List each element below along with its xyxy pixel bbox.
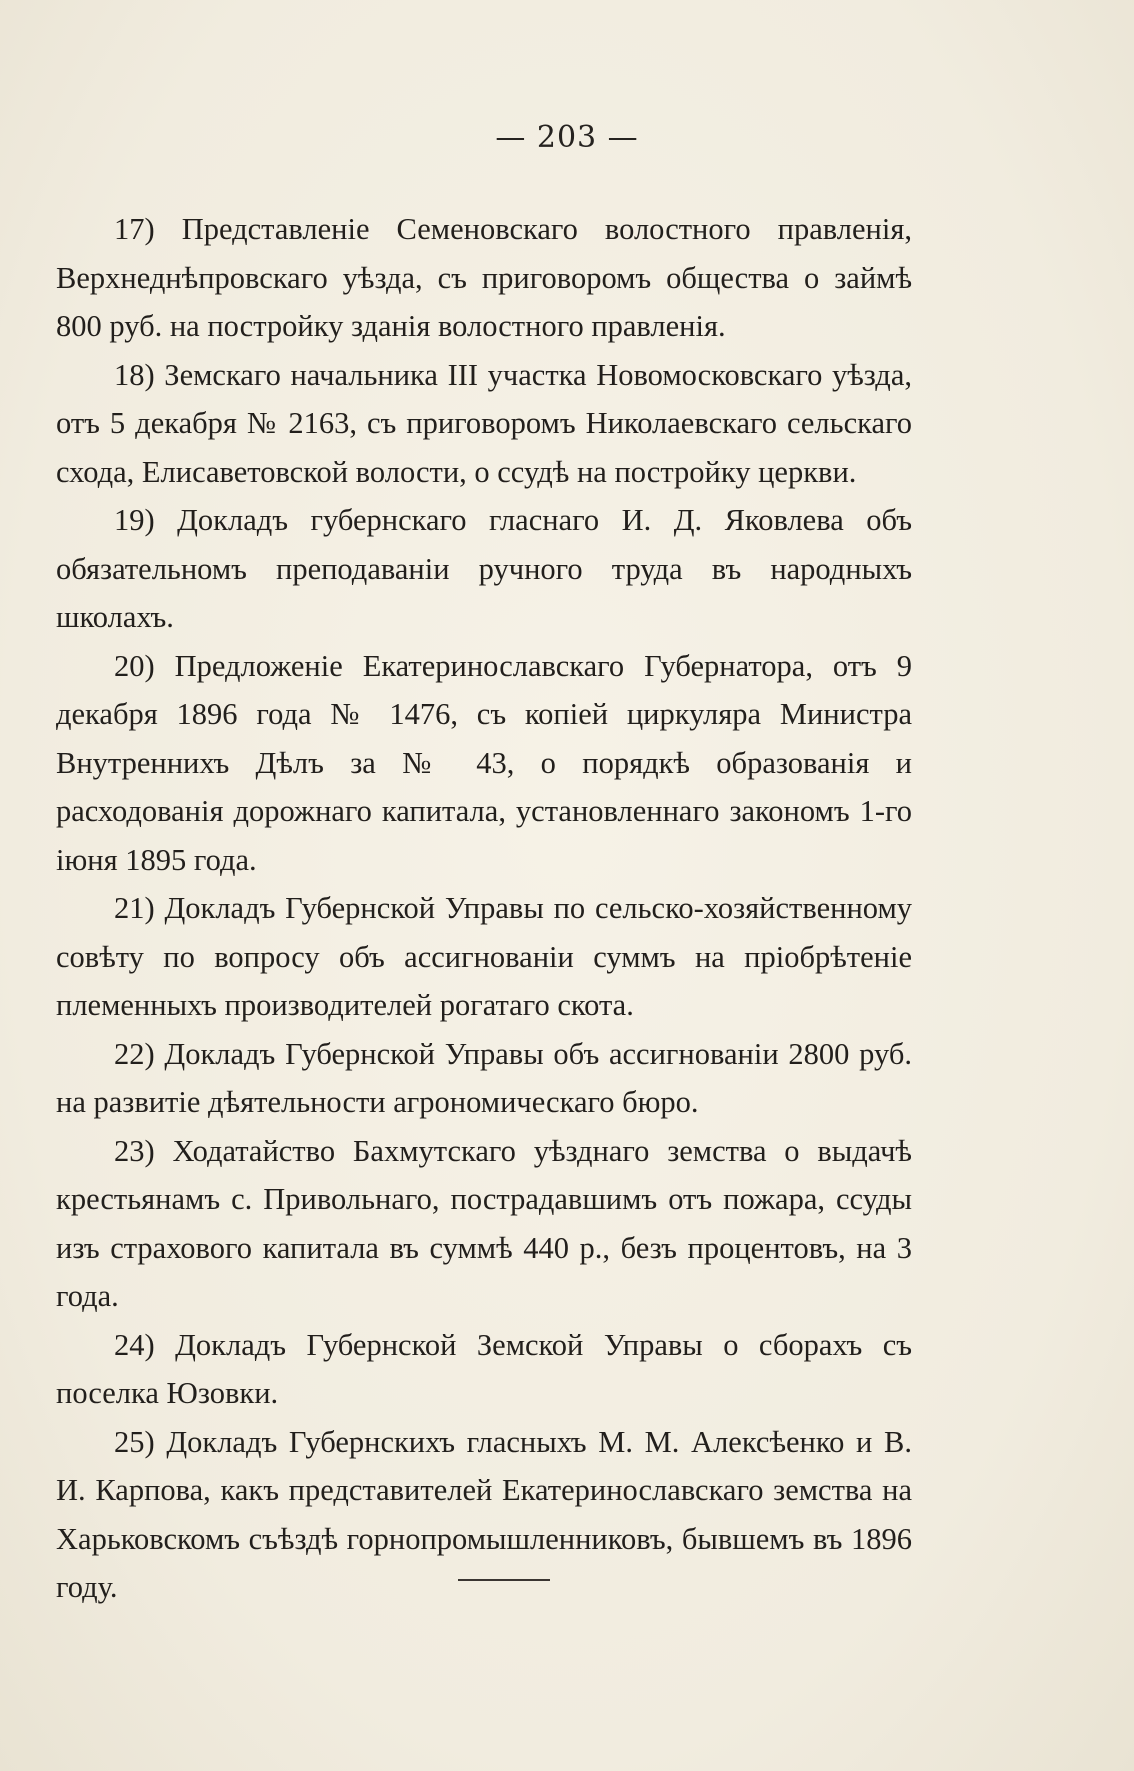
agenda-item-22: 22) Докладъ Губернской Управы объ ассигнованіи 2800 руб. на развитіе дѣятельности агрономическаго бюро. [56,1036,912,1119]
agenda-item-18: 18) Земскаго начальника III участка Новомосковскаго уѣзда, отъ 5 декабря № 2163, съ приговоромъ Николаевскаго сельскаго схода, Елисаветовской волости, о ссудѣ на постройку церкви. [56,357,912,489]
agenda-item-17: 17) Представленіе Семеновскаго волостного правленія, Верхнеднѣпровскаго уѣзда, съ приговоромъ общества о займѣ 800 руб. на постройку зданія волостного правленія. [56,212,912,343]
closing-rule [458,1579,550,1581]
agenda-item-25: 25) Докладъ Губернскихъ гласныхъ М. М. Алексѣенко и В. И. Карпова, какъ представителей Екатеринославскаго земства на Харьковскомъ съѣздѣ горнопромышленниковъ, бывшемъ въ 1896 году. [56,1424,912,1604]
agenda-item-19: 19) Докладъ губернскаго гласнаго И. Д. Яковлева объ обязательномъ преподаваніи ручного труда въ народныхъ школахъ. [56,503,912,634]
agenda-item-20: 20) Предложеніе Екатеринославскаго Губернатора, отъ 9 декабря 1896 года № 1476, съ копіей циркуляра Министра Внутреннихъ Дѣлъ за № 43, о порядкѣ образованія и расходованія дорожнаго капитала, установленнаго закономъ 1-го іюня 1895 года. [56,648,912,877]
agenda-list [56,205,912,1612]
agenda-item-24: 24) Докладъ Губернской Земской Управы о сборахъ съ поселка Юзовки. [56,1327,912,1410]
page-number: — 203 — [495,120,639,155]
agenda-item-21: 21) Докладъ Губернской Управы по сельско-хозяйственному совѣту по вопросу объ ассигнованіи суммъ на пріобрѣтеніе племенныхъ производителей рогатаго скота. [56,891,912,1022]
agenda-item-23: 23) Ходатайство Бахмутскаго уѣзднаго земства о выдачѣ крестьянамъ с. Привольнаго, пострадавшимъ отъ пожара, ссуды изъ страхового капитала въ суммѣ 440 р., безъ процентовъ, на 3 года. [56,1133,912,1313]
